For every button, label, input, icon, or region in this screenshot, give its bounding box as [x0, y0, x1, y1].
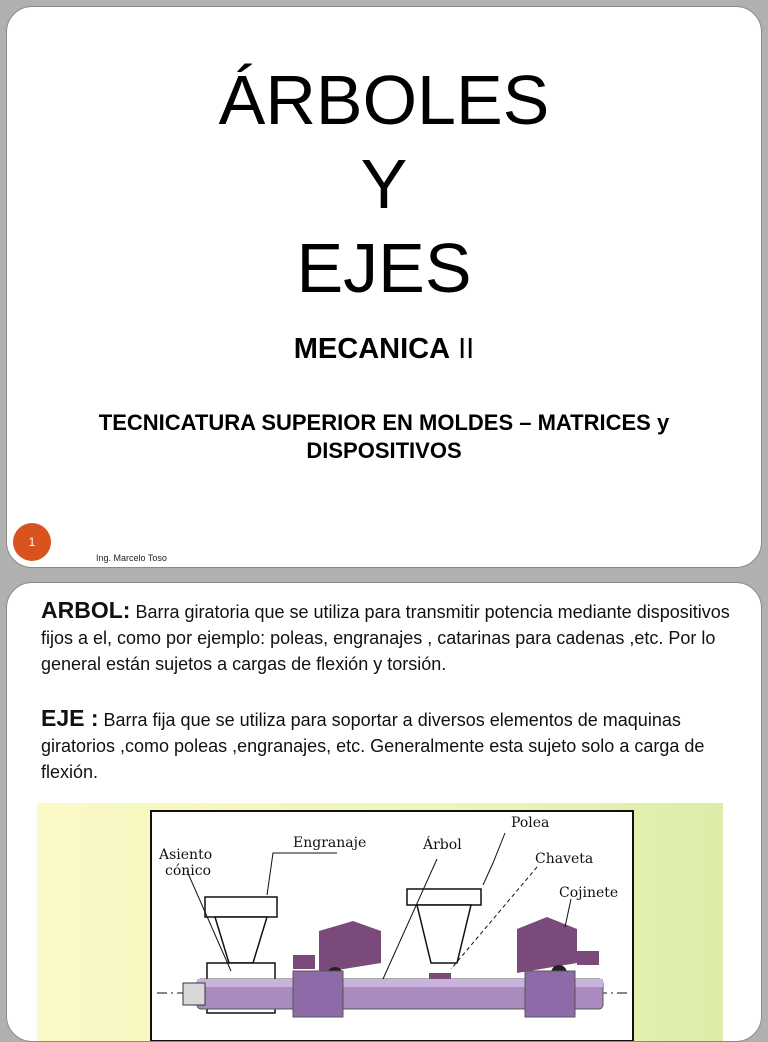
label-polea: Polea: [511, 815, 550, 831]
definitions-slide: [6, 582, 762, 1042]
arbol-term: ARBOL:: [41, 597, 131, 623]
eje-term: EJE :: [41, 705, 99, 731]
arbol-definition: [41, 597, 737, 677]
eje-text: Barra fija que se utiliza para soportar a diversos elementos de maquinas giratorios ,como poleas ,engranajes, etc. Generalmente esta sujeto solo a carga de flexión.: [41, 710, 705, 782]
course-name: MECANICA: [293, 333, 451, 365]
course-subtitle: [7, 333, 761, 366]
label-engranaje: Engranaje: [293, 835, 367, 851]
label-chaveta: Chaveta: [535, 851, 594, 867]
key-chaveta: [429, 973, 451, 979]
label-asiento-2: cónico: [165, 863, 212, 879]
slide-number-badge: 1: [13, 523, 51, 561]
title-line-3: EJES: [296, 229, 472, 307]
title-line-2: Y: [360, 145, 408, 223]
shaft-diagram-drawing: [37, 803, 723, 1042]
program-name: TECNICATURA SUPERIOR EN MOLDES – MATRICES y DISPOSITIVOS: [98, 410, 670, 463]
label-asiento-1: Asiento: [159, 847, 213, 863]
shaft-collar-right: [525, 971, 575, 1017]
pulley-rim: [407, 889, 481, 905]
left-bearing-cap: [293, 955, 315, 969]
author-footer: Ing. Marcelo Toso: [96, 553, 167, 563]
label-arbol: Árbol: [423, 837, 462, 853]
arbol-text: Barra giratoria que se utiliza para transmitir potencia mediante dispositivos fijos a el, como por ejemplo: poleas, engranajes , catarinas para cadenas ,etc. Por lo general están sujetos a cargas de flexión y torsión.: [41, 602, 730, 674]
title-slide: [6, 6, 762, 568]
shaft-nut: [183, 983, 205, 1005]
shaft-collar-left: [293, 971, 343, 1017]
right-bearing-cap: [577, 951, 599, 965]
eje-definition: [41, 705, 737, 785]
label-cojinete: Cojinete: [559, 885, 619, 901]
title-line-1: ÁRBOLES: [218, 61, 550, 139]
shaft-diagram: [37, 803, 723, 1042]
gear-rim: [205, 897, 277, 917]
course-number: II: [450, 333, 475, 365]
